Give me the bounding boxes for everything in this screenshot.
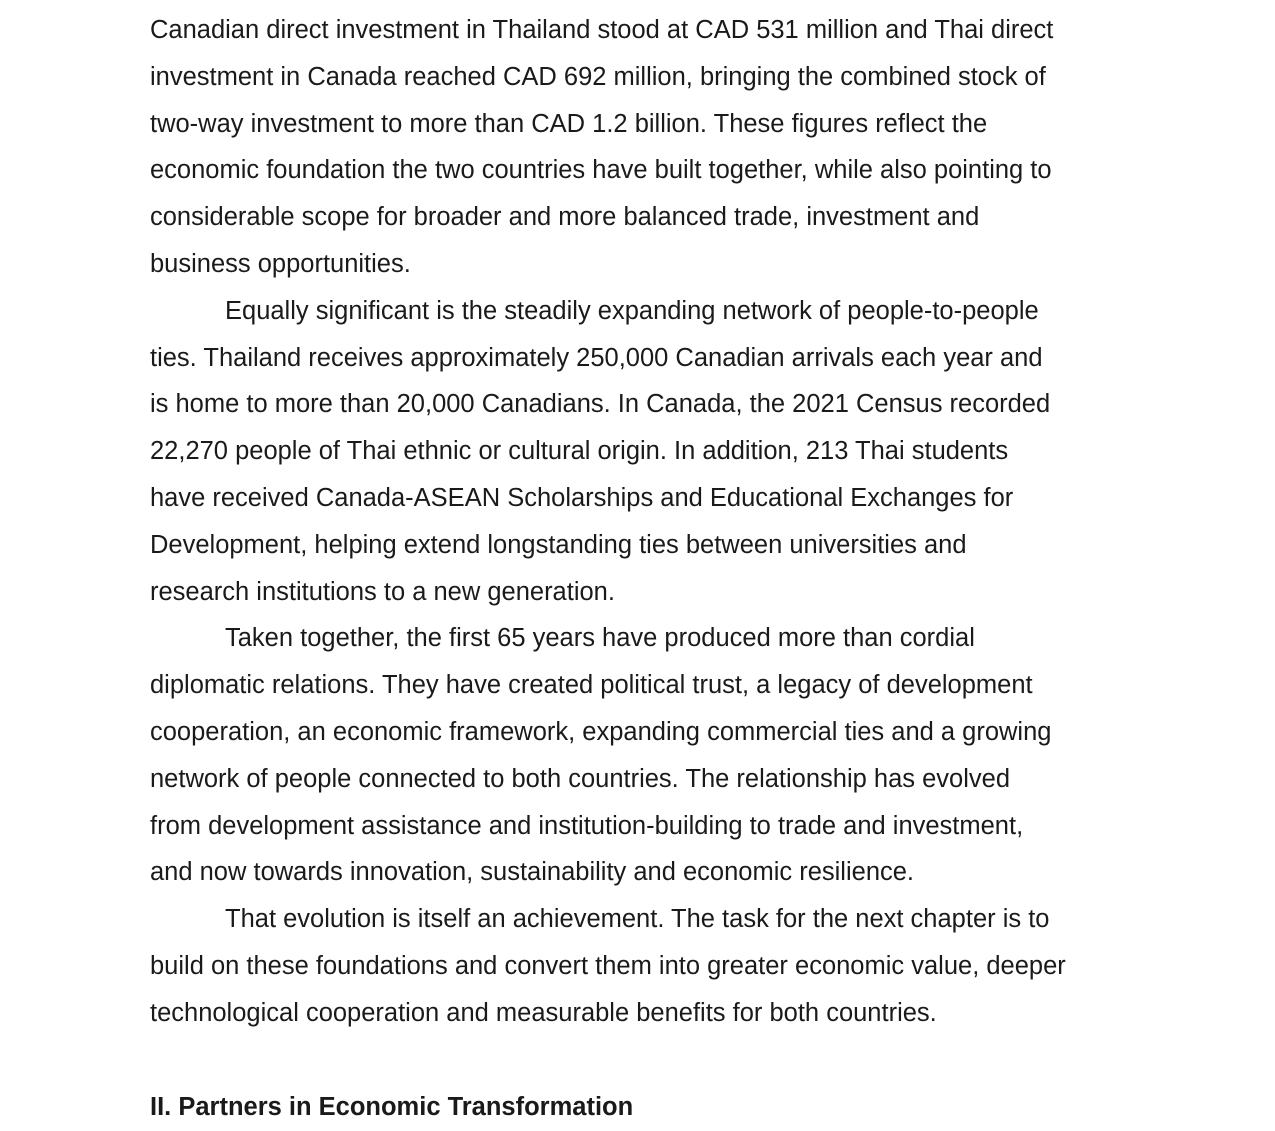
text-line: Development, helping extend longstanding ties between universities and	[150, 530, 967, 559]
text-line: two-way investment to more than CAD 1.2 billion. These figures reflect the	[150, 109, 988, 138]
text-line: Canadian direct investment in Thailand stood at CAD 531 million and Thai direct	[150, 16, 1054, 44]
text-line: 22,270 people of Thai ethnic or cultural origin. In addition, 213 Thai students	[150, 437, 1009, 466]
text-line: diplomatic relations. They have created political trust, a legacy of development	[150, 671, 1033, 700]
section-heading: II. Partners in Economic Transformation	[150, 1092, 634, 1121]
text-line: economic foundation the two countries have built together, while also pointing to	[150, 156, 1052, 185]
document-body	[150, 7, 1140, 1130]
text-line: from development assistance and institution-building to trade and investment,	[150, 811, 1024, 840]
text-line: Equally significant is the steadily expanding network of people-to-people	[225, 296, 1039, 325]
text-line: technological cooperation and measurable benefits for both countries.	[150, 998, 937, 1027]
paragraph-people-ties	[150, 288, 1140, 616]
text-line: Taken together, the first 65 years have produced more than cordial	[225, 624, 975, 653]
text-line: investment in Canada reached CAD 692 million, bringing the combined stock of	[150, 62, 1046, 91]
text-line: That evolution is itself an achievement. The task for the next chapter is to	[225, 905, 1050, 934]
paragraph-first-65-years	[150, 615, 1140, 896]
text-line: cooperation, an economic framework, expanding commercial ties and a growing	[150, 717, 1052, 746]
paragraph-next-chapter	[150, 896, 1140, 1036]
paragraph-investment	[150, 7, 1140, 288]
text-line: build on these foundations and convert them into greater economic value, deeper	[150, 951, 1066, 980]
text-line: ties. Thailand receives approximately 250,000 Canadian arrivals each year and	[150, 343, 1043, 372]
text-line: and now towards innovation, sustainability and economic resilience.	[150, 858, 915, 887]
text-line: network of people connected to both countries. The relationship has evolved	[150, 764, 1011, 793]
text-line: research institutions to a new generation.	[150, 577, 615, 606]
text-line: considerable scope for broader and more balanced trade, investment and	[150, 203, 980, 232]
text-line: have received Canada-ASEAN Scholarships and Educational Exchanges for	[150, 483, 1014, 512]
text-line: business opportunities.	[150, 249, 411, 278]
text-line: is home to more than 20,000 Canadians. In Canada, the 2021 Census recorded	[150, 390, 1051, 419]
